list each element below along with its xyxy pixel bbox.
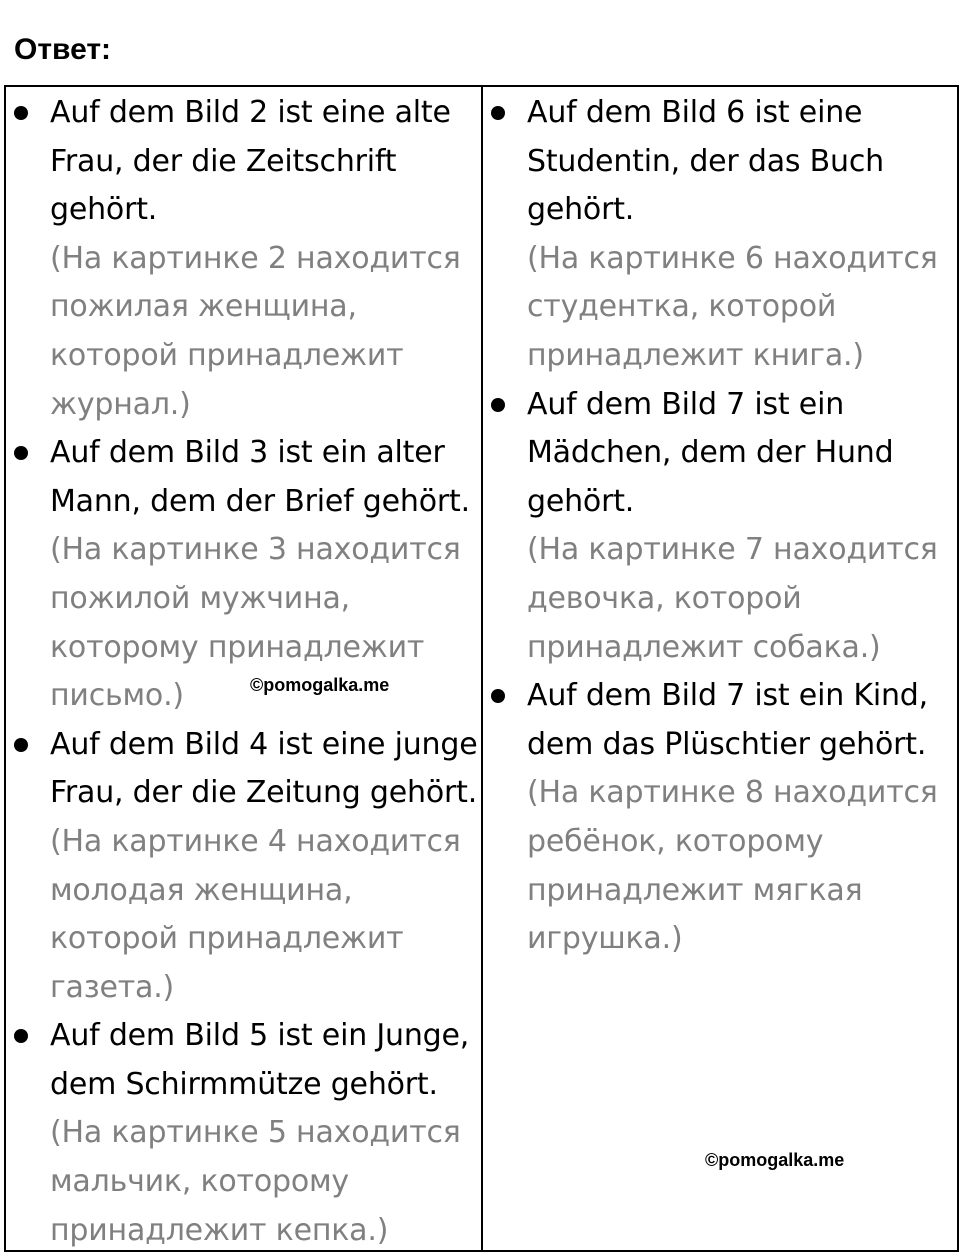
russian-translation-line: (На картинке 6 находится [527,240,938,276]
german-sentence-line: Auf dem Bild 4 ist eine junge [50,726,478,762]
german-sentence-line: Studentin, der das Buch [527,143,884,179]
answer-table [4,85,959,1252]
russian-translation-line: (На картинке 7 находится [527,532,938,568]
russian-translation-line: (На картинке 2 находится [50,240,461,276]
left-column [6,87,483,1250]
german-sentence-line: Auf dem Bild 3 ist ein alter [50,435,445,471]
german-sentence-line: gehört. [527,192,635,228]
russian-translation-line: принадлежит книга.) [527,337,864,373]
russian-translation-line: мальчик, которому [50,1164,349,1200]
german-sentence-line: Mann, dem der Brief gehört. [50,483,470,519]
russian-translation-line: игрушка.) [527,921,683,957]
russian-translation-line: (На картинке 8 находится [527,775,938,811]
bullet-icon [14,106,28,120]
russian-translation-line: которому принадлежит [50,629,425,665]
russian-translation-line: молодая женщина, [50,872,353,908]
list-item [483,89,957,381]
german-sentence-line: dem das Plüschtier gehört. [527,726,927,762]
german-sentence-line: dem Schirmmütze gehört. [50,1066,438,1102]
bullet-icon [491,398,505,412]
german-sentence-line: Auf dem Bild 7 ist ein Kind, [527,678,928,714]
german-sentence-line: gehört. [527,483,635,519]
german-sentence-line: Auf dem Bild 2 ist eine alte [50,95,451,130]
russian-translation-line: ребёнок, которому [527,823,824,859]
list-item [6,1012,481,1255]
right-list [483,87,957,964]
answer-heading: Ответ: [14,33,112,66]
russian-translation-line: пожилой мужчина, [50,580,351,616]
russian-translation-line: пожилая женщина, [50,289,357,325]
german-sentence-line: Auf dem Bild 6 ist eine [527,95,863,130]
russian-translation-line: журнал.) [50,386,191,422]
russian-translation-line: письмо.) [50,678,184,714]
russian-translation-line: девочка, которой [527,580,802,616]
russian-translation-line: принадлежит собака.) [527,629,881,665]
watermark: ©pomogalka.me [250,675,390,695]
list-item [483,381,957,673]
bullet-icon [14,738,28,752]
list-item [6,89,481,429]
german-sentence-line: Auf dem Bild 7 ist ein [527,386,845,422]
watermark: ©pomogalka.me [705,1150,845,1170]
russian-translation-line: которой принадлежит [50,337,404,373]
german-sentence-line: Auf dem Bild 5 ist ein Junge, [50,1018,470,1054]
list-item [483,672,957,964]
russian-translation-line: (На картинке 4 находится [50,823,461,859]
bullet-icon [491,689,505,703]
russian-translation-line: газета.) [50,969,175,1005]
russian-translation-line: принадлежит мягкая [527,872,863,908]
russian-translation-line: (На картинке 3 находится [50,532,461,568]
russian-translation-line: студентка, которой [527,289,837,325]
german-sentence-line: Frau, der die Zeitschrift [50,143,397,179]
bullet-icon [491,106,505,120]
german-sentence-line: Mädchen, dem der Hund [527,435,894,471]
russian-translation-line: принадлежит кепка.) [50,1212,389,1248]
german-sentence-line: gehört. [50,192,158,228]
bullet-icon [14,446,28,460]
left-list [6,87,481,1255]
german-sentence-line: Frau, der die Zeitung gehört. [50,775,478,811]
russian-translation-line: (На картинке 5 находится [50,1115,461,1151]
right-column [483,87,957,1250]
bullet-icon [14,1029,28,1043]
list-item [6,429,481,721]
russian-translation-line: которой принадлежит [50,921,404,957]
list-item [6,721,481,1013]
